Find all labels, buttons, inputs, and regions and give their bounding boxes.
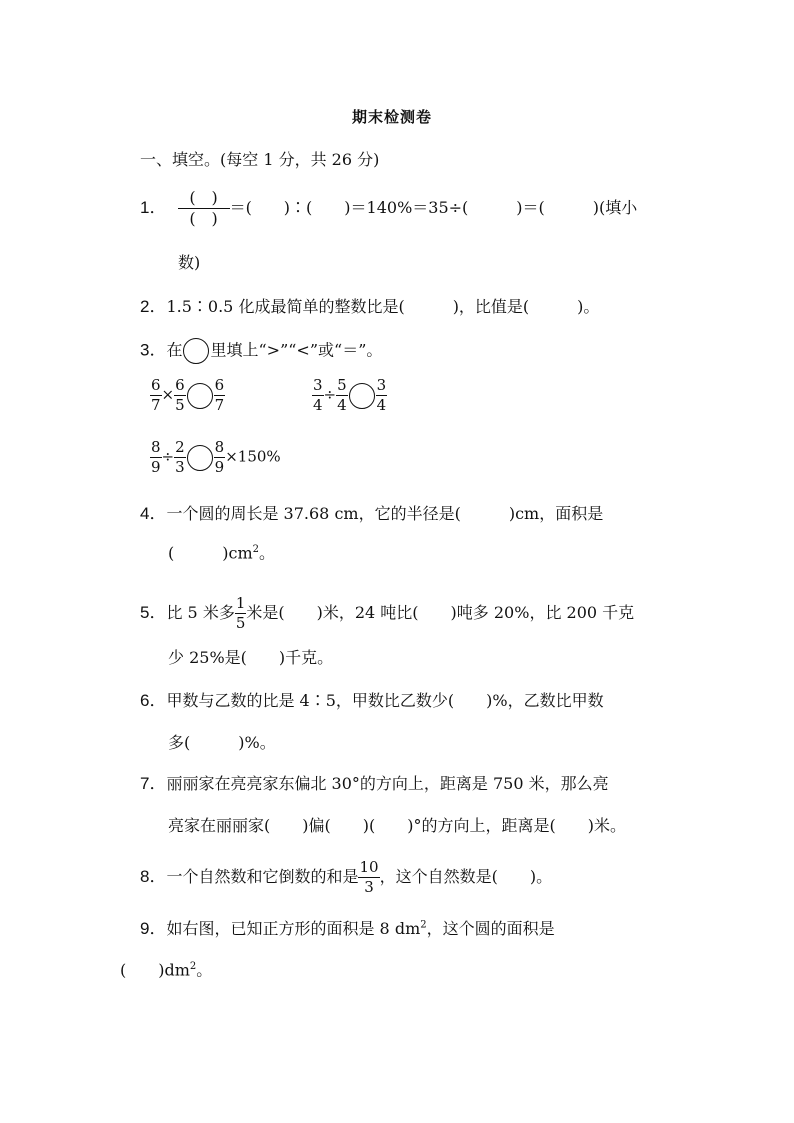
fraction: $\frac{10}{3}$ [359, 858, 379, 896]
question-8: 8．一个自然数和它倒数的和是 $\frac{10}{3}$ ，这个自然数是( )。 [140, 858, 553, 896]
question-2: 2．1.5∶0.5 化成最简单的整数比是( )，比值是( )。 [140, 297, 600, 316]
answer-circle[interactable] [349, 383, 375, 409]
comparison-3: $\frac{8}{9}$ ÷ $\frac{2}{3}$ $\frac{8}{9}$ ×150% [151, 438, 281, 476]
question-5: 5．比 5 米多 $\frac{1}{5}$ 米是( )米，24 吨比( )吨多 20%，比 200 千克 [140, 594, 635, 632]
question-6-continued: 多( )%。 [168, 733, 276, 752]
question-7-continued: 亮家在丽丽家( )偏( )( )°的方向上，距离是( )米。 [168, 816, 626, 835]
answer-circle[interactable] [187, 383, 213, 409]
compare-circle [183, 338, 209, 364]
question-1: 1． $\frac{( )}{( )}$ ＝( )∶( )＝140%＝35÷( )＝( )(填小 [140, 188, 638, 228]
fraction: $\frac{1}{5}$ [235, 594, 246, 632]
question-9-continued: ( )$dm^2$。 [120, 960, 213, 980]
question-5-continued: 少 25%是( )千克。 [168, 648, 334, 667]
question-7: 7．丽丽家在亮亮家东偏北 30°的方向上，距离是 750 米，那么亮 [140, 774, 609, 793]
comparison-2: $\frac{3}{4}$ ÷ $\frac{5}{4}$ $\frac{3}{4}$ [313, 376, 387, 414]
section-heading: 一、填空。(每空 1 分，共 26 分) [140, 150, 380, 169]
question-number: 1． [140, 198, 167, 217]
question-9: 9．如右图，已知正方形的面积是 8 $dm^2$，这个圆的面积是 [140, 919, 555, 938]
question-1-continued: 数) [178, 253, 201, 272]
comparison-1: $\frac{6}{7}$ × $\frac{6}{5}$ $\frac{6}{7}$ [151, 376, 225, 414]
question-4-continued: ( )$cm^2$。 [168, 543, 276, 563]
blank-fraction: $\frac{( )}{( )}$ [178, 190, 230, 227]
answer-circle[interactable] [187, 445, 213, 471]
question-3: 3．在 里填上“>”“<”或“＝”。 [140, 338, 382, 364]
question-4: 4．一个圆的周长是 37.68 cm，它的半径是( )cm，面积是 [140, 504, 604, 523]
page-title: 期末检测卷 [352, 108, 433, 126]
question-6: 6．甲数与乙数的比是 4∶5，甲数比乙数少( )%，乙数比甲数 [140, 691, 604, 710]
